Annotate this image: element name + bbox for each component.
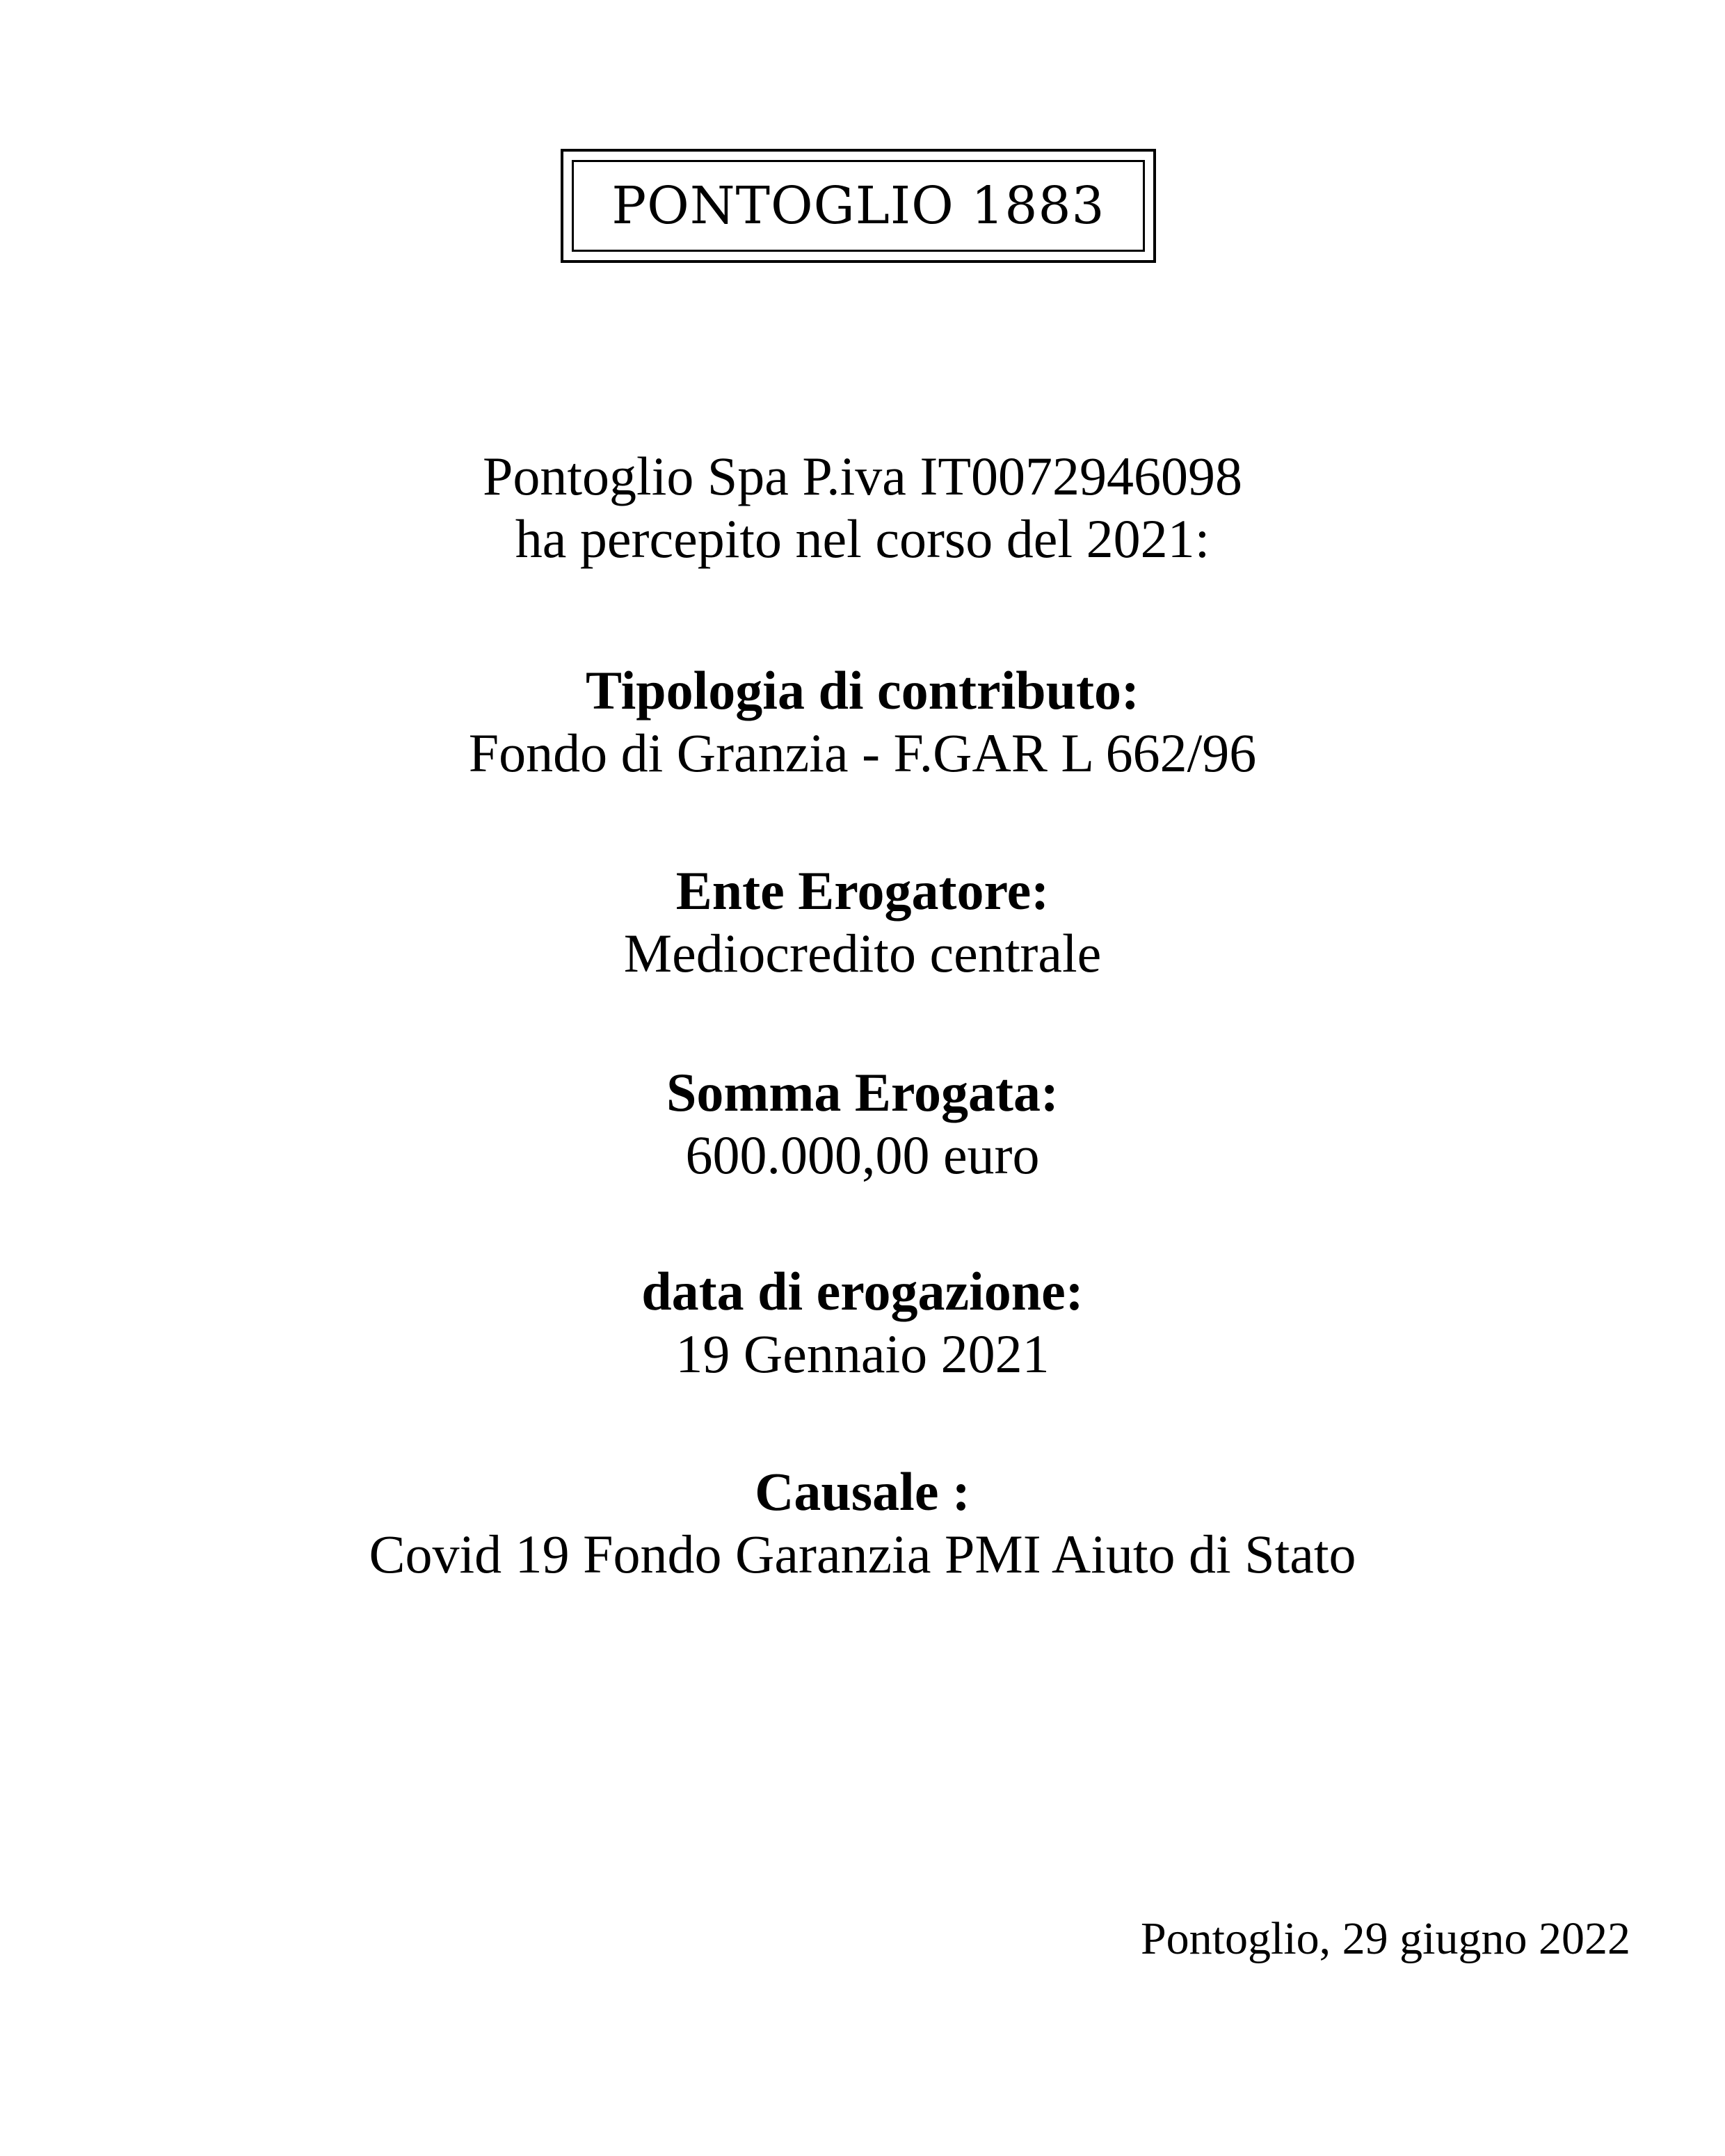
section-disbursement-date [0,1260,1725,1385]
company-logo [561,149,1156,263]
section-value: Fondo di Granzia - F.GAR L 662/96 [468,723,1257,783]
section-contribution-type [0,659,1725,785]
section-value: Mediocredito centrale [623,923,1102,983]
section-value: 19 Gennaio 2021 [675,1324,1050,1384]
section-heading: Causale : [755,1461,970,1522]
logo-inner-frame [572,160,1145,252]
intro-received-line: ha percepito nel corso del 2021: [515,508,1210,569]
section-value: Covid 19 Fondo Garanzia PMI Aiuto di Stato [369,1524,1356,1584]
logo-text: PONTOGLIO 1883 [611,176,1105,236]
intro-block [0,445,1725,570]
place-and-date: Pontoglio, 29 giugno 2022 [1140,1913,1630,1964]
section-heading: data di erogazione: [641,1261,1084,1321]
section-heading: Tipologia di contributo: [585,660,1140,721]
intro-company-line: Pontoglio Spa P.iva IT0072946098 [482,446,1243,506]
section-amount [0,1061,1725,1186]
section-value: 600.000,00 euro [685,1125,1040,1185]
section-issuing-entity [0,860,1725,985]
section-heading: Ente Erogatore: [675,860,1050,921]
section-reason [0,1461,1725,1586]
section-heading: Somma Erogata: [666,1062,1059,1123]
